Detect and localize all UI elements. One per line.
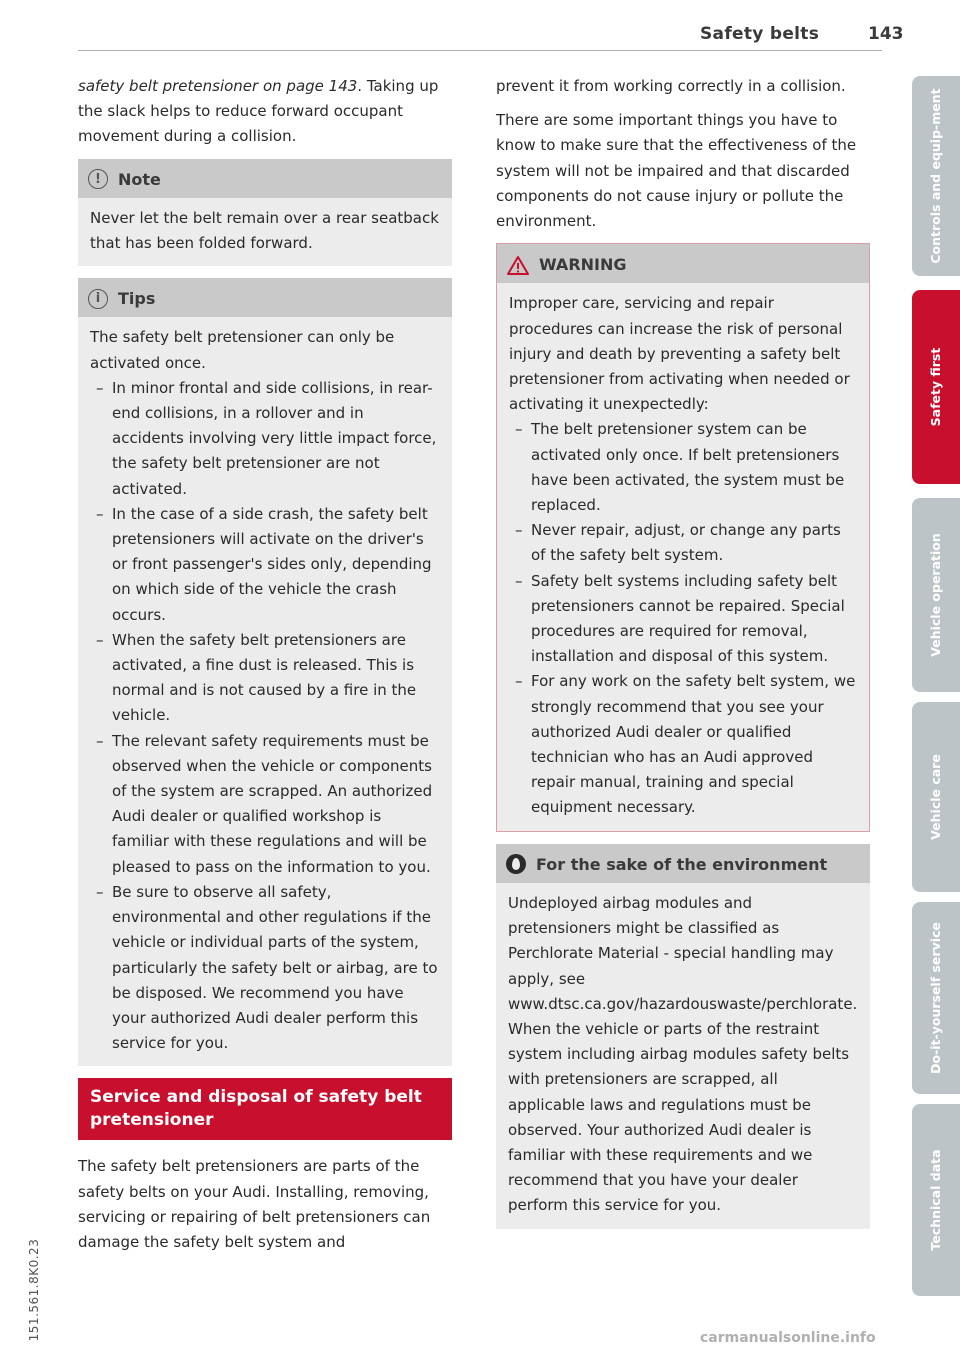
tips-list — [90, 376, 440, 1056]
note-header — [78, 159, 452, 198]
warning-title: WARNING — [539, 255, 627, 275]
list-item: – The belt pretensioner system can be activated only once. If belt pretensioners have been activated, the system must be replaced. — [509, 417, 857, 518]
exclamation-circle-icon: ! — [88, 169, 108, 189]
warning-box — [496, 243, 870, 831]
environment-leaf-icon — [506, 854, 526, 874]
section-heading: Service and disposal of safety belt pretensioner — [78, 1078, 452, 1140]
note-box — [78, 159, 452, 267]
warning-triangle-icon — [507, 255, 529, 275]
running-header-title: Safety belts — [700, 24, 820, 44]
list-item: – The relevant safety requirements must be observed when the vehicle or components of the system are scrapped. An authorized Audi dealer or qualified workshop is familiar with these regulations and will be pleased to pass on the information to you. — [90, 729, 440, 880]
tab-safety-first[interactable]: Safety first — [912, 290, 960, 484]
tab-controls-and-equipment[interactable]: Controls and equip-ment — [912, 76, 960, 276]
list-item: – Be sure to observe all safety, environmental and other regulations if the vehicle or individual parts of the system, particularly the safety belt or airbag, are to be disposed. We recommend you have your authorized Audi dealer perform this service for you. — [90, 880, 440, 1056]
note-text: Never let the belt remain over a rear seatback that has been folded forward. — [90, 208, 439, 253]
intro-paragraph: safety belt pretensioner on page 143. Taking up the slack helps to reduce forward occupant movement during a collision. — [78, 77, 439, 146]
document-code: 151.561.8K0.23 — [27, 1238, 41, 1342]
list-item: – Never repair, adjust, or change any parts of the safety belt system. — [509, 518, 857, 568]
environment-box — [496, 844, 870, 1229]
tab-vehicle-operation[interactable]: Vehicle operation — [912, 498, 960, 692]
tips-box — [78, 278, 452, 1066]
warning-intro: Improper care, servicing and repair procedures can increase the risk of personal injury and death by preventing a safety belt pretensioner from activating when needed or activating it unexpectedly: — [509, 294, 850, 414]
left-column — [78, 74, 452, 1264]
cross-reference-link[interactable]: safety belt pretensioner on page 143 — [78, 77, 358, 95]
tab-do-it-yourself-service[interactable]: Do-it-yourself service — [912, 902, 960, 1094]
list-item: – In the case of a side crash, the safety belt pretensioners will activate on the driver's or front passenger's sides only, depending on which side of the vehicle the crash occurs. — [90, 502, 440, 628]
page-number: 143 — [868, 24, 904, 44]
warning-list — [509, 417, 857, 820]
continued-paragraph: prevent it from working correctly in a collision. — [496, 77, 846, 95]
warning-header — [497, 244, 869, 283]
tab-vehicle-care[interactable]: Vehicle care — [912, 702, 960, 892]
right-column — [496, 74, 870, 1241]
tips-intro: The safety belt pretensioner can only be activated once. — [90, 328, 395, 372]
environment-text: Undeployed airbag modules and pretensioners might be classified as Perchlorate Material - special handling may apply, see www.dtsc.ca.gov/hazardouswaste/perchlorate. When the vehicle or parts of the restraint system including airbag modules safety belts with pretensioners are scrapped, all applicable laws and regulations must be observed. Your authorized Audi dealer is familiar with these requirements and we recommend that you have your dealer perform this service for you. — [508, 893, 858, 1215]
section-paragraph: The safety belt pretensioners are parts of the safety belts on your Audi. Installing, removing, servicing or repairing of belt pretensioners can damage the safety belt system and — [78, 1157, 431, 1251]
watermark: carmanualsonline.info — [700, 1330, 876, 1346]
list-item: – In minor frontal and side collisions, in rear-end collisions, in a rollover and in accidents involving very little impact force, the safety belt pretensioner are not activated. — [90, 376, 440, 502]
tips-header — [78, 278, 452, 317]
info-circle-icon: i — [88, 289, 108, 309]
tab-technical-data[interactable]: Technical data — [912, 1104, 960, 1296]
header-rule — [78, 50, 882, 51]
environment-header — [496, 844, 870, 883]
paragraph: There are some important things you have to know to make sure that the effectiveness of the system will not be impaired and that discarded components do not cause injury or pollute the environment. — [496, 111, 857, 231]
list-item: – For any work on the safety belt system, we strongly recommend that you see your authorized Audi dealer or qualified technician who has an Audi approved repair manual, training and special equipment necessary. — [509, 669, 857, 820]
tips-title: Tips — [118, 289, 156, 309]
list-item: – Safety belt systems including safety belt pretensioners cannot be repaired. Special procedures are required for removal, installation and disposal of this system. — [509, 569, 857, 670]
environment-title: For the sake of the environment — [536, 854, 828, 874]
list-item: – When the safety belt pretensioners are activated, a fine dust is released. This is normal and is not caused by a fire in the vehicle. — [90, 628, 440, 729]
note-title: Note — [118, 169, 161, 189]
